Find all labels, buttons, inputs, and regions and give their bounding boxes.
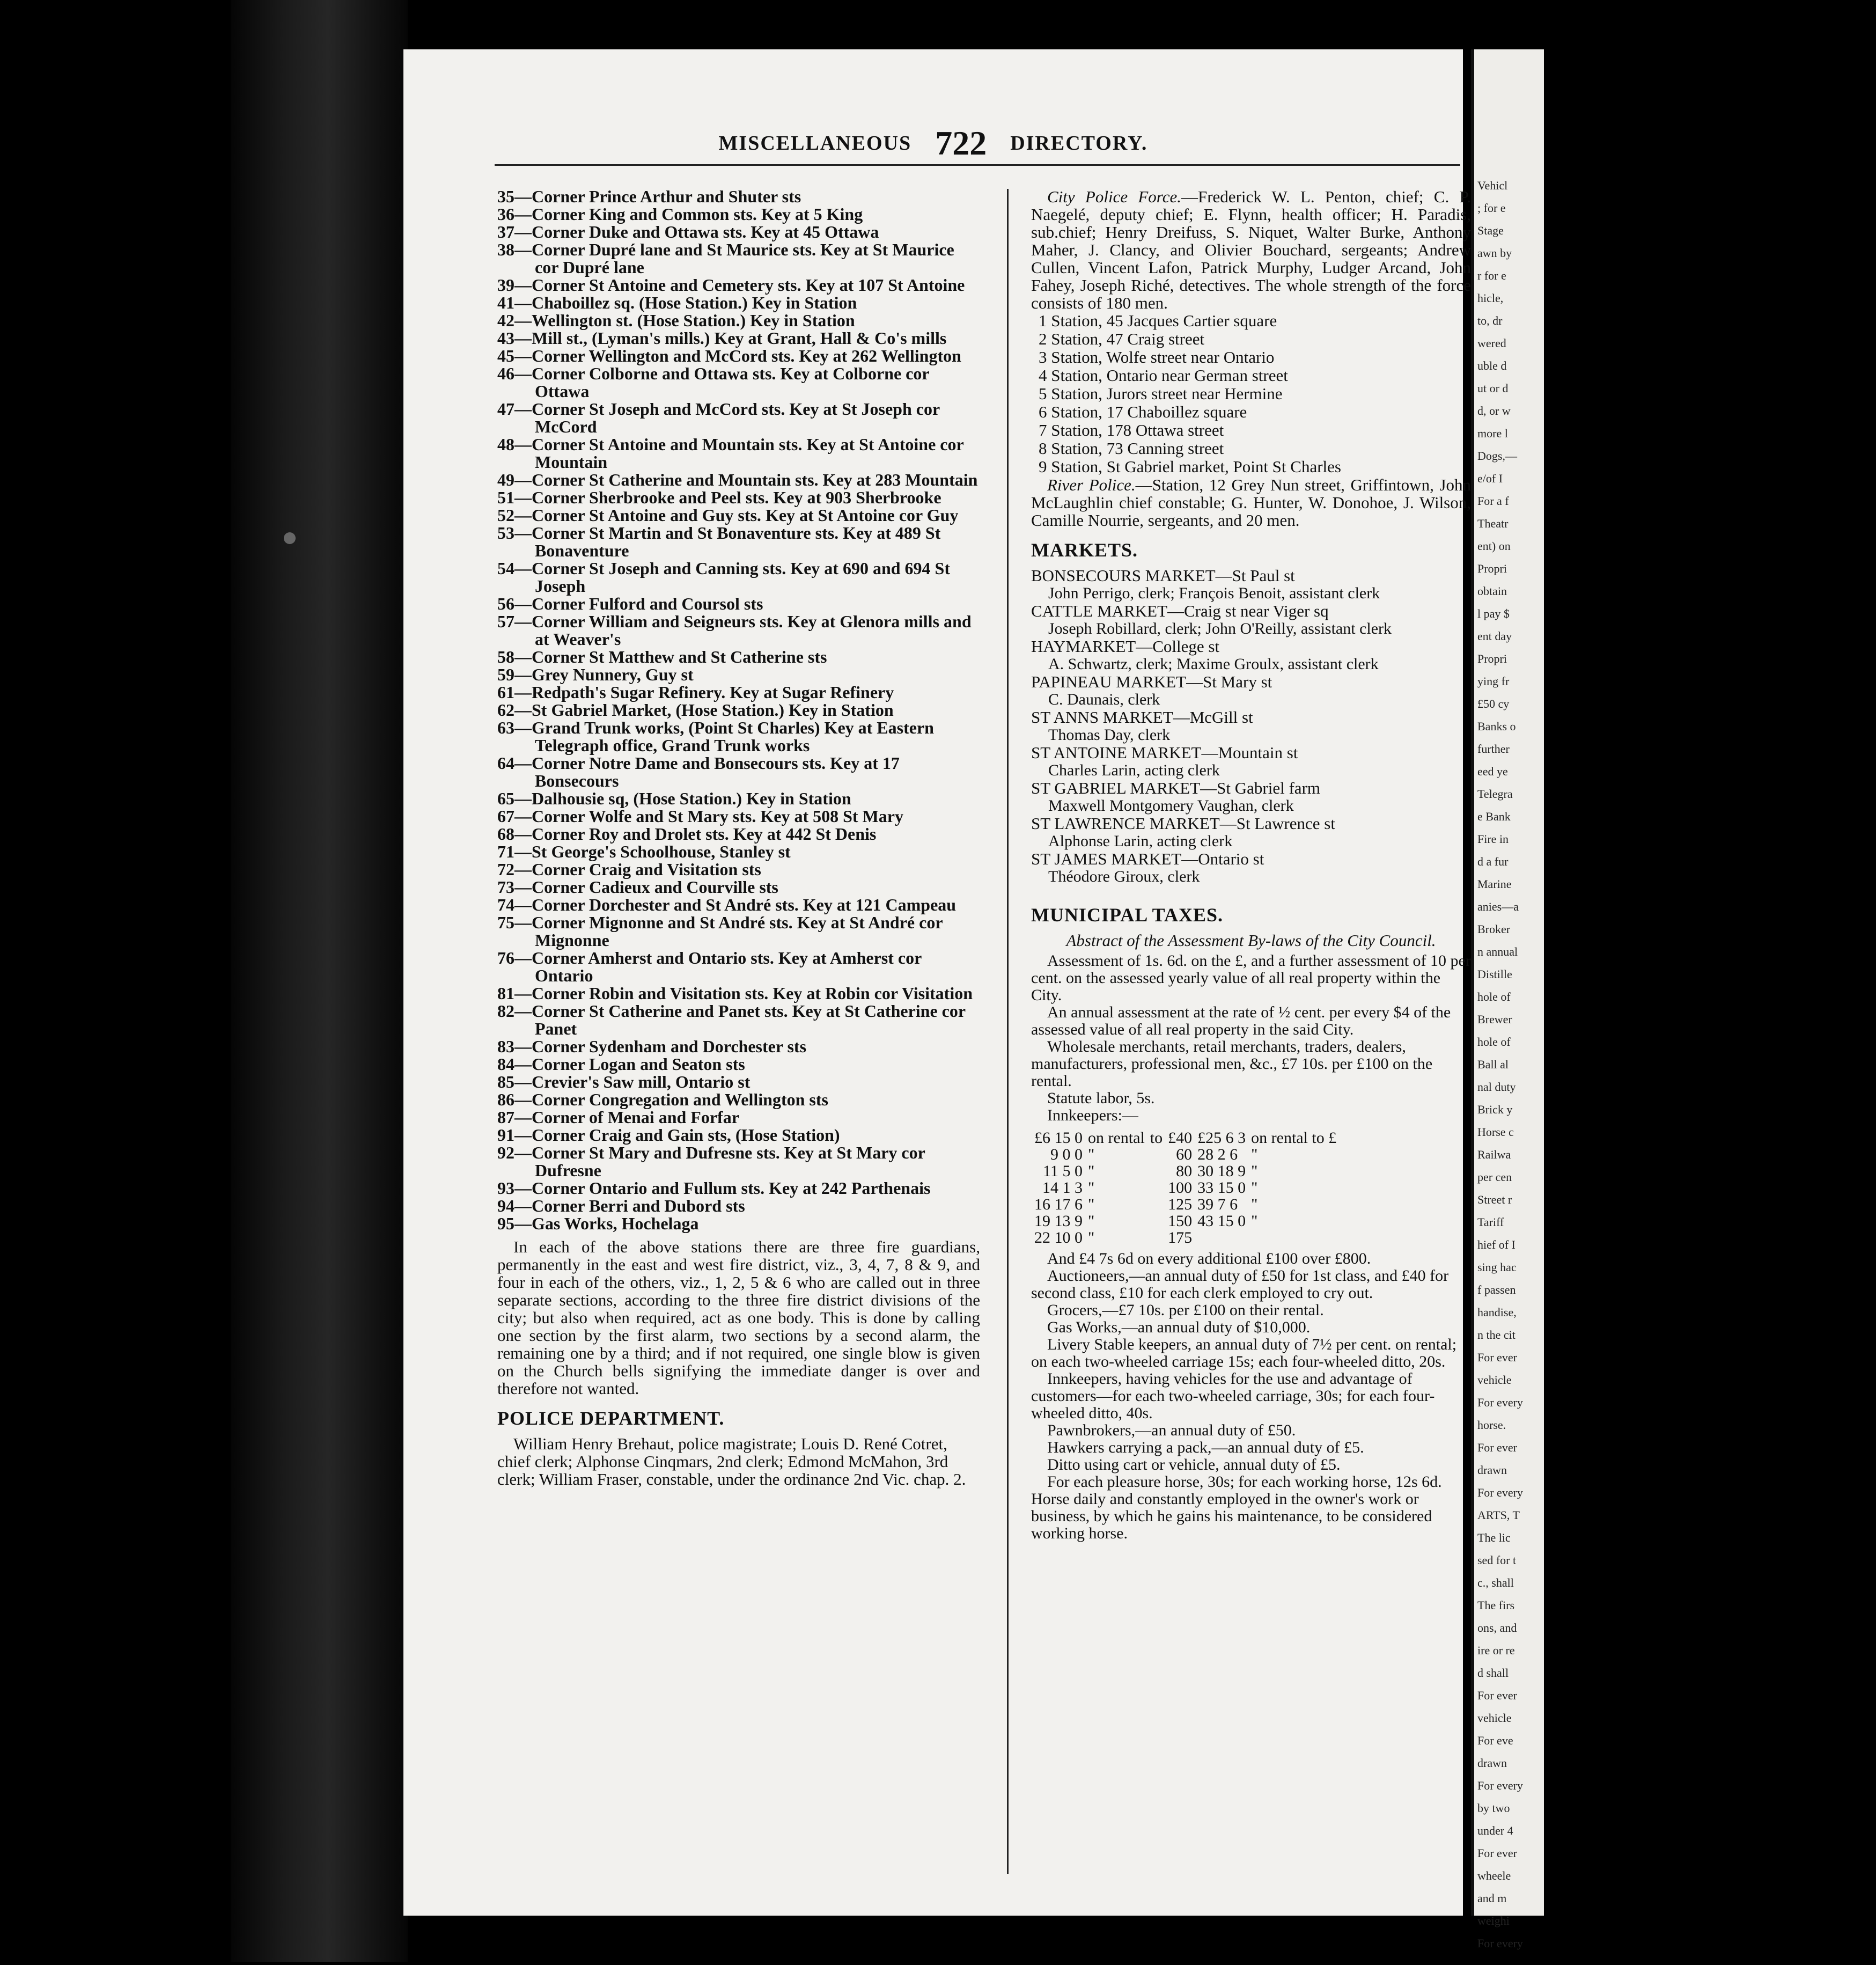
market-staff: Joseph Robillard, clerk; John O'Reilly, assistant clerk <box>1048 620 1392 637</box>
fire-alarm-entry: 92—Corner St Mary and Dufresne sts. Key at St Mary cor Dufresne <box>497 1143 925 1180</box>
market-staff: C. Daunais, clerk <box>1048 691 1160 708</box>
adjacent-page-fragment: Propri <box>1477 562 1507 575</box>
innkeeper-table-cell: on rental to £ <box>1251 1129 1337 1147</box>
adjacent-page-fragment: per cen <box>1477 1170 1512 1184</box>
innkeeper-table-cell <box>1150 1213 1168 1229</box>
fire-alarm-entry: 87—Corner of Menai and Forfar <box>497 1108 739 1127</box>
adjacent-page-fragment: vehicle <box>1477 1711 1512 1725</box>
adjacent-page-fragment: Theatr <box>1477 517 1509 530</box>
adjacent-page-fragment: handise, <box>1477 1306 1517 1319</box>
fire-alarm-entry: 49—Corner St Catherine and Mountain sts. Key at 283 Mountain <box>497 470 978 489</box>
adjacent-page-fragment: ent) on <box>1477 539 1511 553</box>
police-station-list <box>1031 312 1471 476</box>
fire-alarm-entry: 47—Corner St Joseph and McCord sts. Key at St Joseph cor McCord <box>497 399 940 436</box>
innkeeper-table-cell <box>1150 1196 1168 1213</box>
fire-alarm-entry: 45—Corner Wellington and McCord sts. Key at 262 Wellington <box>497 346 961 365</box>
adjacent-page-fragment: Banks o <box>1477 720 1516 733</box>
innkeeper-table-cell: 30 18 9 <box>1197 1162 1246 1180</box>
innkeeper-table-row <box>1034 1213 1342 1229</box>
tax-paragraph: Grocers,—£7 10s. per £100 on their rental. <box>1047 1301 1324 1319</box>
fire-alarm-entry: 85—Crevier's Saw mill, Ontario st <box>497 1072 751 1091</box>
adjacent-page-fragment: For ever <box>1477 1441 1517 1454</box>
market-staff: Alphonse Larin, acting clerk <box>1048 832 1233 850</box>
adjacent-page-fragment: sing hac <box>1477 1260 1517 1274</box>
adjacent-page-edge <box>1471 49 1544 1950</box>
adjacent-page-fragment: c., shall <box>1477 1576 1514 1589</box>
innkeeper-table-cell <box>1251 1229 1342 1246</box>
innkeeper-table-row <box>1034 1163 1342 1179</box>
police-station-item: 6 Station, 17 Chaboillez square <box>1039 402 1247 421</box>
page-curl-shadow <box>1817 99 1876 1965</box>
fire-alarm-entry: 95—Gas Works, Hochelaga <box>497 1214 699 1233</box>
adjacent-page-fragment: and m <box>1477 1891 1507 1905</box>
adjacent-page-fragment: Distille <box>1477 967 1512 981</box>
innkeeper-table-row <box>1034 1196 1342 1213</box>
police-department-paragraph: William Henry Brehaut, police magistrate; Louis D. René Cotret, chief clerk; Alphonse Cinqmars, 2nd clerk; Edmond McMahon, 3rd clerk; William Fraser, constable, under the ordinance 2nd Vic. chap. 2. <box>497 1434 966 1489</box>
header-right-word: DIRECTORY. <box>1010 132 1148 155</box>
innkeeper-table-cell: 125 <box>1168 1196 1193 1213</box>
tax-paragraph: For each pleasure horse, 30s; for each working horse, 12s 6d. Horse daily and constantly employed in the owner's work or business, by which he gains his maintenance, to be considered working horse. <box>1031 1473 1442 1542</box>
innkeeper-table-cell: on rental <box>1088 1129 1145 1147</box>
adjacent-page-fragment: wheele <box>1477 1869 1511 1882</box>
right-column <box>1031 188 1471 1542</box>
innkeeper-table-cell <box>1197 1229 1251 1246</box>
adjacent-page-fragment: awn by <box>1477 246 1512 260</box>
directory-page <box>403 49 1471 1916</box>
fire-alarm-entry: 84—Corner Logan and Seaton sts <box>497 1054 745 1074</box>
adjacent-page-fragment: Fire in <box>1477 832 1509 846</box>
adjacent-page-fragment: Stage <box>1477 224 1504 237</box>
fire-alarm-entry: 93—Corner Ontario and Fullum sts. Key at 242 Parthenais <box>497 1178 931 1198</box>
innkeeper-table-cell <box>1150 1146 1168 1163</box>
fire-alarm-entry: 46—Corner Colborne and Ottawa sts. Key at Colborne cor Ottawa <box>497 364 929 401</box>
adjacent-page-fragment: Propri <box>1477 652 1507 665</box>
adjacent-page-fragment: ent day <box>1477 629 1512 643</box>
fire-alarm-entry: 57—Corner William and Seigneurs sts. Key at Glenora mills and at Weaver's <box>497 612 972 649</box>
adjacent-page-fragment: For every <box>1477 1396 1523 1409</box>
fire-alarm-entry: 91—Corner Craig and Gain sts, (Hose Station) <box>497 1125 840 1145</box>
tax-paragraph: Gas Works,—an annual duty of $10,000. <box>1047 1318 1311 1336</box>
fire-alarm-entry: 48—Corner St Antoine and Mountain sts. Key at St Antoine cor Mountain <box>497 435 964 472</box>
innkeeper-table-cell: to <box>1150 1129 1163 1147</box>
adjacent-page-fragment: Horse c <box>1477 1125 1514 1139</box>
left-column <box>497 188 980 1488</box>
innkeeper-table-cell: " <box>1088 1212 1095 1230</box>
fire-alarm-entry: 54—Corner St Joseph and Canning sts. Key at 690 and 694 St Joseph <box>497 559 950 596</box>
innkeeper-table-cell: " <box>1088 1162 1095 1180</box>
innkeeper-table-row <box>1034 1179 1342 1196</box>
innkeeper-table-cell <box>1150 1179 1168 1196</box>
police-station-item: 9 Station, St Gabriel market, Point St Charles <box>1039 457 1341 476</box>
tax-paragraph: Innkeepers:— <box>1047 1106 1138 1124</box>
adjacent-page-fragment: further <box>1477 742 1510 756</box>
fire-alarm-entry: 42—Wellington st. (Hose Station.) Key in Station <box>497 311 855 330</box>
fire-alarm-entry: 62—St Gabriel Market, (Hose Station.) Key in Station <box>497 700 894 720</box>
fire-alarm-entry: 68—Corner Roy and Drolet sts. Key at 442 St Denis <box>497 824 877 844</box>
fire-alarm-entry: 37—Corner Duke and Ottawa sts. Key at 45 Ottawa <box>497 222 879 241</box>
adjacent-page-fragment: n annual <box>1477 945 1518 958</box>
innkeeper-table-cell: " <box>1251 1212 1258 1230</box>
fire-alarm-entry: 65—Dalhousie sq, (Hose Station.) Key in Station <box>497 789 851 808</box>
fire-alarm-entry: 53—Corner St Martin and St Bonaventure sts. Key at 489 St Bonaventure <box>497 523 941 560</box>
adjacent-page-fragment: Railwa <box>1477 1148 1511 1161</box>
innkeeper-table-cell <box>1150 1163 1168 1179</box>
adjacent-page-fragment: For ever <box>1477 1846 1517 1860</box>
innkeeper-table-cell: 39 7 6 <box>1197 1196 1238 1213</box>
adjacent-page-fragment: hole of <box>1477 1035 1511 1049</box>
fire-alarm-entry: 82—Corner St Catherine and Panet sts. Key at St Catherine cor Panet <box>497 1001 966 1038</box>
fire-alarm-entry: 83—Corner Sydenham and Dorchester sts <box>497 1037 807 1056</box>
tax-paragraphs-second <box>1031 1250 1471 1542</box>
adjacent-page-fragment: Vehicl <box>1477 179 1508 192</box>
fire-alarm-entry: 63—Grand Trunk works, (Point St Charles) Key at Eastern Telegraph office, Grand Trunk works <box>497 718 934 755</box>
river-police-label: River Police. <box>1047 475 1136 494</box>
police-station-item: 7 Station, 178 Ottawa street <box>1039 421 1224 439</box>
market-name: ST ANNS MARKET—McGill st <box>1031 708 1253 727</box>
tax-paragraph: Ditto using cart or vehicle, annual duty of £5. <box>1047 1456 1341 1473</box>
page-header <box>403 123 1463 163</box>
adjacent-page-fragment: drawn <box>1477 1463 1507 1477</box>
adjacent-page-fragment: nal duty <box>1477 1080 1516 1094</box>
adjacent-page-fragment: more l <box>1477 427 1508 440</box>
adjacent-page-fragment: hief of I <box>1477 1238 1515 1251</box>
innkeeper-table-cell: 28 2 6 <box>1197 1146 1238 1163</box>
adjacent-page-fragment: ; for e <box>1477 201 1506 215</box>
fire-alarm-entry: 58—Corner St Matthew and St Catherine sts <box>497 647 827 666</box>
market-staff: A. Schwartz, clerk; Maxime Groulx, assistant clerk <box>1048 655 1379 673</box>
innkeeper-rate-table <box>1034 1130 1342 1246</box>
adjacent-page-fragment: horse. <box>1477 1418 1506 1432</box>
market-name: ST LAWRENCE MARKET—St Lawrence st <box>1031 814 1335 833</box>
market-name: ST ANTOINE MARKET—Mountain st <box>1031 743 1298 762</box>
innkeeper-table-cell: £40 <box>1168 1129 1193 1147</box>
market-name: ST GABRIEL MARKET—St Gabriel farm <box>1031 779 1321 797</box>
innkeeper-table-cell: 22 10 0 <box>1034 1229 1083 1247</box>
market-staff: Théodore Giroux, clerk <box>1048 868 1200 885</box>
adjacent-page-fragment: Broker <box>1477 922 1511 936</box>
fire-alarm-entry: 86—Corner Congregation and Wellington sts <box>497 1090 828 1109</box>
river-police-text: —Station, 12 Grey Nun street, Griffintown, John McLaughlin chief constable; G. Hunter, W. Donohoe, J. Wilson, Camille Nourrie, sergeants, and 20 men. <box>1031 475 1471 530</box>
fire-alarm-entry: 73—Corner Cadieux and Courville sts <box>497 877 778 897</box>
innkeeper-table-cell: 14 1 3 <box>1042 1179 1083 1197</box>
innkeeper-table-row <box>1034 1130 1342 1146</box>
tax-paragraph: Auctioneers,—an annual duty of £50 for 1st class, and £40 for second class, £10 for each clerk employed to cry out. <box>1031 1267 1449 1302</box>
fire-alarm-entry: 81—Corner Robin and Visitation sts. Key at Robin cor Visitation <box>497 984 973 1003</box>
adjacent-page-fragment: by two <box>1477 1801 1510 1815</box>
innkeeper-table-cell: " <box>1251 1179 1258 1197</box>
adjacent-page-fragment: Street r <box>1477 1193 1512 1206</box>
police-station-item: 3 Station, Wolfe street near Ontario <box>1039 348 1275 366</box>
adjacent-page-fragment: For a f <box>1477 494 1509 508</box>
adjacent-page-fragment: r for e <box>1477 269 1506 282</box>
fire-alarm-entry: 64—Corner Notre Dame and Bonsecours sts. Key at 17 Bonsecours <box>497 753 900 790</box>
tax-paragraph: Wholesale merchants, retail merchants, traders, dealers, manufacturers, professional men, &c., £7 10s. per £100 on the rental. <box>1031 1038 1433 1090</box>
fire-alarm-entry: 59—Grey Nunnery, Guy st <box>497 665 694 684</box>
market-list <box>1031 567 1471 885</box>
tax-paragraph: Livery Stable keepers, an annual duty of 7½ per cent. on rental; on each two-wheeled carriage 15s; each four-wheeled ditto, 20s. <box>1031 1336 1457 1370</box>
adjacent-page-fragment: weighi <box>1477 1914 1510 1927</box>
city-police-label: City Police Force. <box>1047 187 1181 206</box>
page-number: 722 <box>935 124 987 162</box>
adjacent-page-fragment: sed for t <box>1477 1553 1517 1567</box>
fire-alarm-entry: 72—Corner Craig and Visitation sts <box>497 860 761 879</box>
innkeeper-table-cell: £25 6 3 <box>1197 1129 1246 1147</box>
tax-paragraph: And £4 7s 6d on every additional £100 over £800. <box>1047 1250 1371 1267</box>
police-station-item: 5 Station, Jurors street near Hermine <box>1039 384 1283 403</box>
adjacent-page-fragment: l pay $ <box>1477 607 1510 620</box>
innkeeper-table-cell: " <box>1088 1229 1095 1247</box>
adjacent-page-fragment: The firs <box>1477 1599 1515 1612</box>
fire-alarm-entry: 67—Corner Wolfe and St Mary sts. Key at 508 St Mary <box>497 806 903 826</box>
fire-alarm-entry: 56—Corner Fulford and Coursol sts <box>497 594 763 613</box>
adjacent-page-fragment: Tariff <box>1477 1215 1504 1229</box>
fire-alarm-entry: 43—Mill st., (Lyman's mills.) Key at Grant, Hall & Co's mills <box>497 328 947 348</box>
river-police-paragraph <box>1031 476 1471 529</box>
innkeeper-table-cell: 16 17 6 <box>1034 1196 1083 1213</box>
adjacent-page-fragment: e/of I <box>1477 472 1503 485</box>
police-station-item: 2 Station, 47 Craig street <box>1039 329 1205 348</box>
market-staff: John Perrigo, clerk; François Benoit, assistant clerk <box>1048 584 1380 602</box>
adjacent-page-fragment: ut or d <box>1477 382 1509 395</box>
tax-paragraph: Hawkers carrying a pack,—an annual duty of £5. <box>1047 1439 1364 1456</box>
adjacent-page-fragment: Telegra <box>1477 787 1513 801</box>
adjacent-page-fragment: Brick y <box>1477 1103 1513 1116</box>
innkeeper-table-cell: 175 <box>1168 1229 1193 1247</box>
column-divider <box>1007 189 1009 1874</box>
market-name: CATTLE MARKET—Craig st near Viger sq <box>1031 602 1329 620</box>
fire-alarm-entry: 51—Corner Sherbrooke and Peel sts. Key at 903 Sherbrooke <box>497 488 941 507</box>
adjacent-page-fragment: For ever <box>1477 1689 1517 1702</box>
adjacent-page-fragment: £50 cy <box>1477 697 1510 710</box>
adjacent-page-fragment: ying fr <box>1477 674 1510 688</box>
adjacent-page-fragment: For every <box>1477 1486 1523 1499</box>
adjacent-page-fragment: vehicle <box>1477 1373 1512 1387</box>
innkeeper-table-cell: £6 15 0 <box>1034 1129 1083 1147</box>
adjacent-page-fragment: n the cit <box>1477 1328 1515 1341</box>
adjacent-page-fragment: d shall <box>1477 1666 1509 1680</box>
innkeeper-table-cell: 9 0 0 <box>1050 1146 1083 1163</box>
adjacent-page-fragment: Brewer <box>1477 1013 1512 1026</box>
book-binding <box>231 0 408 1962</box>
fire-alarm-entry: 35—Corner Prince Arthur and Shuter sts <box>497 187 801 206</box>
scan-smudge <box>284 532 296 544</box>
adjacent-page-fragment: eed ye <box>1477 765 1508 778</box>
adjacent-page-fragment: ons, and <box>1477 1621 1517 1634</box>
adjacent-page-fragment: hicle, <box>1477 291 1504 305</box>
market-name: HAYMARKET—College st <box>1031 637 1220 656</box>
city-police-paragraph <box>1031 188 1471 312</box>
market-staff: Charles Larin, acting clerk <box>1048 761 1220 779</box>
innkeeper-table-cell: " <box>1251 1162 1258 1180</box>
police-department-heading: POLICE DEPARTMENT. <box>497 1407 725 1429</box>
innkeeper-table-cell: 43 15 0 <box>1197 1212 1246 1230</box>
innkeeper-table-cell: 33 15 0 <box>1197 1179 1246 1197</box>
fire-alarm-entry: 61—Redpath's Sugar Refinery. Key at Sugar Refinery <box>497 683 894 702</box>
tax-paragraph: Innkeepers, having vehicles for the use and advantage of customers—for each two-wheeled carriage, 30s; for each four-wheeled ditto, 40s. <box>1031 1370 1435 1422</box>
market-staff: Thomas Day, clerk <box>1048 726 1171 744</box>
innkeeper-table-cell <box>1150 1229 1168 1246</box>
adjacent-page-fragment: hole of <box>1477 990 1511 1003</box>
municipal-taxes-heading: MUNICIPAL TAXES. <box>1031 904 1224 926</box>
fire-alarm-entry: 39—Corner St Antoine and Cemetery sts. Key at 107 St Antoine <box>497 275 965 295</box>
innkeeper-table-cell: 100 <box>1168 1179 1193 1197</box>
adjacent-page-fragment: d a fur <box>1477 855 1509 868</box>
tax-paragraph: Pawnbrokers,—an annual duty of £50. <box>1047 1421 1296 1439</box>
innkeeper-table-row <box>1034 1229 1342 1246</box>
police-station-item: 4 Station, Ontario near German street <box>1039 366 1288 385</box>
adjacent-page-fragment: For eve <box>1477 1734 1513 1747</box>
tax-paragraph: Assessment of 1s. 6d. on the £, and a further assessment of 10 per cent. on the assessed yearly value of all real property within the City. <box>1031 952 1471 1004</box>
innkeeper-table-cell: 11 5 0 <box>1043 1162 1083 1180</box>
tax-paragraph: Statute labor, 5s. <box>1047 1089 1155 1107</box>
innkeeper-table-cell: 19 13 9 <box>1034 1212 1083 1230</box>
header-left-word: MISCELLANEOUS <box>718 132 912 155</box>
market-name: BONSECOURS MARKET—St Paul st <box>1031 566 1295 585</box>
adjacent-page-fragment: to, dr <box>1477 314 1503 327</box>
adjacent-page-fragment: wered <box>1477 336 1506 350</box>
adjacent-page-fragment: anies—a <box>1477 900 1519 913</box>
fire-guardians-paragraph: In each of the above stations there are three fire guardians, permanently in the east and west fire district, viz., 3, 4, 7, 8 & 9, and four in each of the others, viz., 1, 2, 5 & 6 who are called out in three separate sections, according to the three fire district divisions of the city; but also when required, act as one body. This is done by calling one section by the first alarm, two sections by a second alarm, the remaining one by a third; and if not required, one single blow is given on the Church bells signifying the immediate danger is over and therefore not wanted. <box>497 1237 980 1398</box>
adjacent-page-fragment: Dogs,— <box>1477 449 1517 463</box>
fire-alarm-entry: 76—Corner Amherst and Ontario sts. Key at Amherst cor Ontario <box>497 948 922 985</box>
adjacent-page-fragment: e Bank <box>1477 810 1511 823</box>
fire-alarm-entry: 71—St George's Schoolhouse, Stanley st <box>497 842 791 861</box>
adjacent-page-fragment: d, or w <box>1477 404 1511 417</box>
police-station-item: 8 Station, 73 Canning street <box>1039 439 1224 458</box>
innkeeper-table-cell: " <box>1251 1196 1258 1213</box>
adjacent-page-fragment: The lic <box>1477 1531 1511 1544</box>
fire-alarm-entry: 36—Corner King and Common sts. Key at 5 King <box>497 204 863 224</box>
adjacent-page-fragment: For every <box>1477 1937 1523 1950</box>
police-station-item: 1 Station, 45 Jacques Cartier square <box>1039 311 1277 330</box>
adjacent-page-fragment: For every <box>1477 1779 1523 1792</box>
adjacent-page-fragment: ARTS, T <box>1477 1508 1520 1522</box>
innkeeper-table-cell: " <box>1088 1146 1095 1163</box>
header-rule <box>495 164 1460 166</box>
market-staff: Maxwell Montgomery Vaughan, clerk <box>1048 797 1294 815</box>
fire-alarm-entry: 74—Corner Dorchester and St André sts. Key at 121 Campeau <box>497 895 957 914</box>
innkeeper-table-cell: " <box>1088 1179 1095 1197</box>
abstract-title: Abstract of the Assessment By-laws of the City Council. <box>1066 931 1436 950</box>
city-police-text: —Frederick W. L. Penton, chief; C. P. Naegelé, deputy chief; E. Flynn, health officer; H. Paradis, sub.chief; Henry Dreifuss, S. Niquet, Walter Burke, Anthony Maher, J. Clancy, and Olivier Bouchard, sergeants; Andrew Cullen, Vincent Lafon, Patrick Murphy, Ludger Arcand, John Fahey, Joseph Riché, detectives. The whole strength of the force consists of 180 men. <box>1031 187 1471 312</box>
innkeeper-table-cell: 60 <box>1176 1146 1193 1163</box>
adjacent-page-fragment: drawn <box>1477 1756 1507 1770</box>
tax-paragraph: An annual assessment at the rate of ½ cent. per every $4 of the assessed value of all real property in the said City. <box>1031 1003 1451 1038</box>
fire-alarm-entry: 94—Corner Berri and Dubord sts <box>497 1196 745 1215</box>
fire-alarm-entry: 52—Corner St Antoine and Guy sts. Key at St Antoine cor Guy <box>497 505 959 525</box>
market-name: PAPINEAU MARKET—St Mary st <box>1031 672 1272 691</box>
adjacent-page-fragment: Ball al <box>1477 1058 1509 1071</box>
adjacent-page-fragment: ire or re <box>1477 1644 1515 1657</box>
fire-alarm-list <box>497 188 980 1233</box>
adjacent-page-fragment: under 4 <box>1477 1824 1513 1837</box>
market-name: ST JAMES MARKET—Ontario st <box>1031 849 1264 868</box>
innkeeper-table-cell: " <box>1088 1196 1095 1213</box>
fire-alarm-entry: 41—Chaboillez sq. (Hose Station.) Key in Station <box>497 293 857 312</box>
adjacent-page-fragment: For ever <box>1477 1351 1517 1364</box>
innkeeper-table-cell: 150 <box>1168 1212 1193 1230</box>
fire-alarm-entry: 38—Corner Dupré lane and St Maurice sts. Key at St Maurice cor Dupré lane <box>497 240 954 277</box>
fire-alarm-entry: 75—Corner Mignonne and St André sts. Key at St André cor Mignonne <box>497 913 943 950</box>
adjacent-page-fragment: f passen <box>1477 1283 1516 1296</box>
adjacent-page-fragment: uble d <box>1477 359 1507 372</box>
tax-paragraphs-first <box>1031 952 1471 1124</box>
adjacent-page-fragment: obtain <box>1477 584 1507 598</box>
adjacent-page-fragment: Marine <box>1477 877 1512 891</box>
innkeeper-table-row <box>1034 1146 1342 1163</box>
markets-heading: MARKETS. <box>1031 539 1138 561</box>
innkeeper-table-cell: 80 <box>1176 1162 1193 1180</box>
innkeeper-table-cell: " <box>1251 1146 1258 1163</box>
